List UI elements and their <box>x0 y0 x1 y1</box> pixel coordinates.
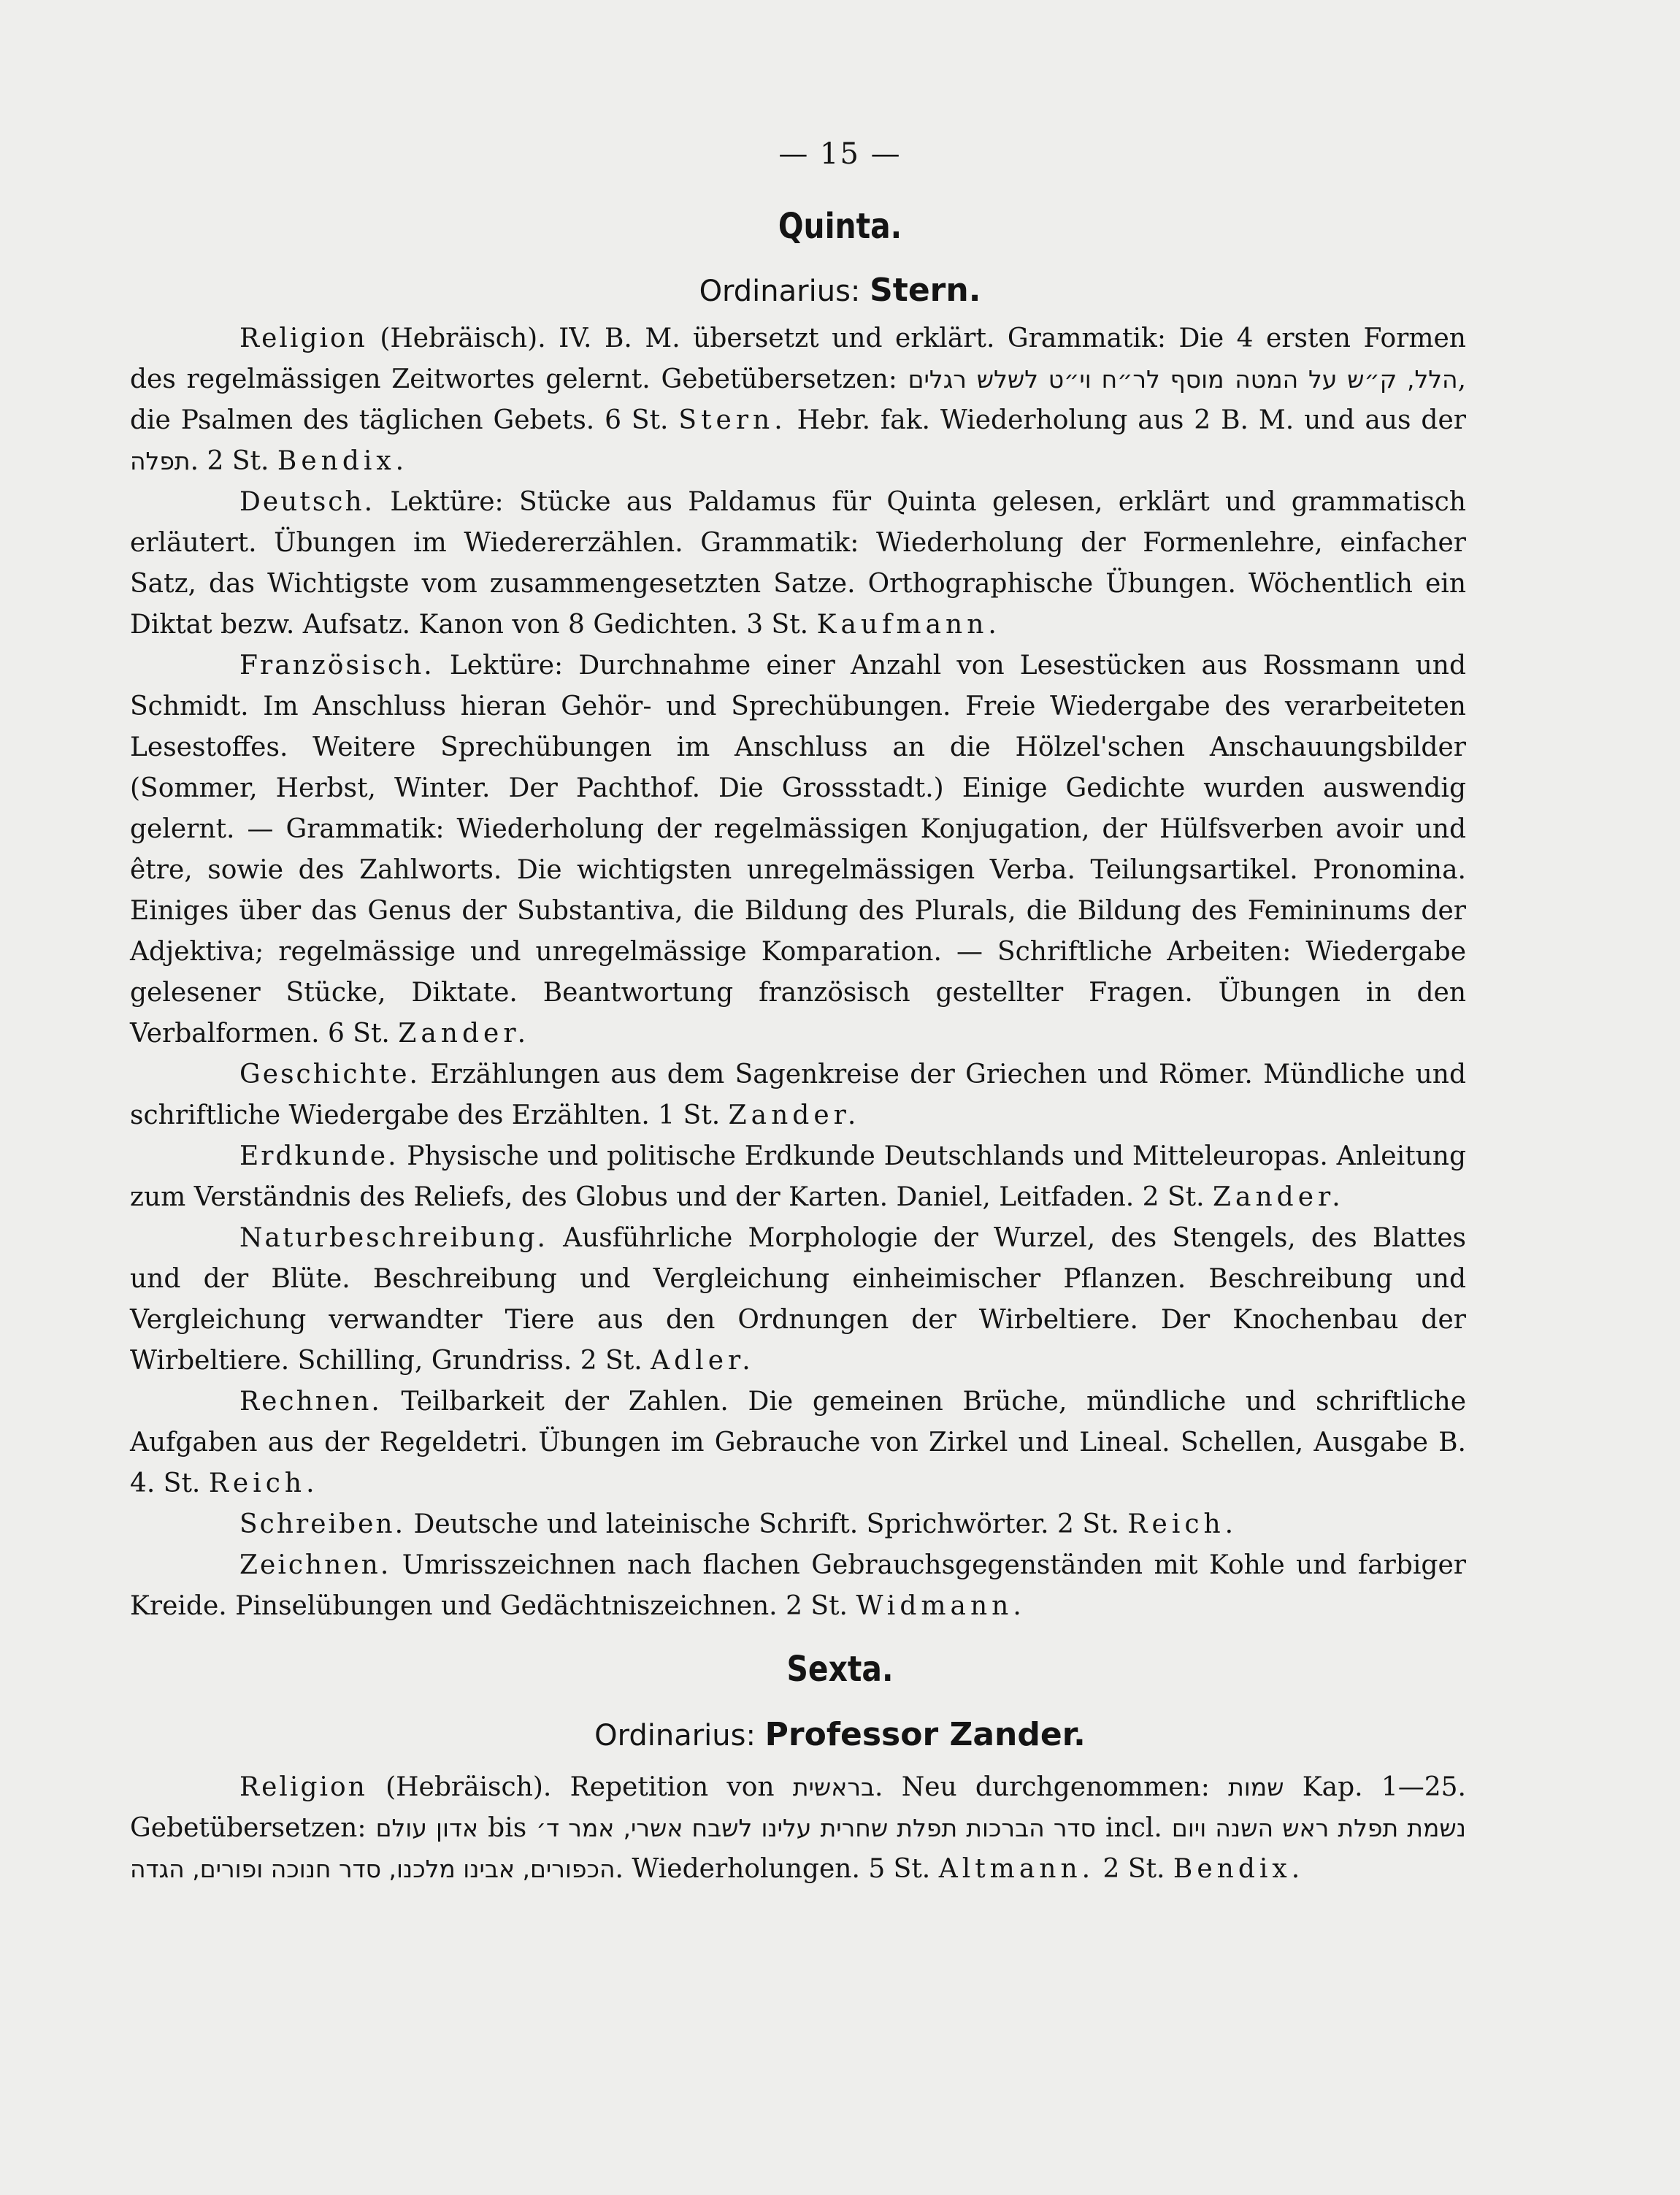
text-segment: (Hebräisch). Repetition von <box>367 1772 793 1802</box>
section-title-quinta: Quinta. <box>778 206 902 247</box>
teacher-name: Reich. <box>1127 1509 1238 1539</box>
ordinarius-quinta <box>0 272 1680 309</box>
paragraph-religion-sexta <box>130 1767 1466 1890</box>
hebrew-text: בראשית <box>792 1773 875 1801</box>
text-segment: incl. <box>1095 1813 1172 1843</box>
subject-erdkunde: Erdkunde. <box>239 1141 399 1171</box>
subject-franzoesisch: Französisch. <box>239 651 434 681</box>
text-segment: Physische und politische Erdkunde Deutschlands und Mitteleuropas. Anleitung zum Verständnis des Reliefs, des Globus und der Karten. Daniel, Leitfaden. 2 St. <box>130 1141 1466 1212</box>
text-segment: Hebr. fak. Wiederholung aus 2 B. M. und aus der <box>786 405 1466 435</box>
teacher-name: Altmann. <box>938 1854 1095 1884</box>
ordinarius-label: Ordinarius: <box>594 1719 756 1752</box>
teacher-name: Bendix. <box>277 446 409 476</box>
hebrew-text: נשמת תפלת ראש השנה ויום הכפורים, אבינו מלכנו, סדר חנוכה ופורים, הגדה <box>130 1814 1466 1883</box>
text-segment: . Neu durchgenommen: <box>875 1772 1229 1802</box>
page-number: — 15 — <box>778 137 902 171</box>
subject-schreiben: Schreiben. <box>239 1509 406 1539</box>
teacher-name: Kaufmann. <box>816 610 1001 640</box>
hebrew-text: תפלה <box>130 447 191 475</box>
teacher-name: Zander. <box>1213 1182 1345 1212</box>
text-segment: Ausführliche Morphologie der Wurzel, des Stengels, des Blattes und der Blüte. Beschreibung und Vergleichung einheimischer Pflanzen. Beschreibung und Vergleichung verwandter Tiere aus den Ordnungen der Wirbeltiere. Der Knochenbau der Wirbeltiere. Schilling, Grundriss. 2 St. <box>130 1223 1466 1376</box>
text-segment: Deutsche und lateinische Schrift. Sprichwörter. 2 St. <box>405 1509 1128 1539</box>
subject-rechnen: Rechnen. <box>239 1387 382 1417</box>
ordinarius-name: Professor Zander. <box>764 1716 1086 1753</box>
ordinarius-sexta <box>0 1716 1680 1753</box>
hebrew-text: שמות <box>1228 1773 1284 1801</box>
teacher-name: Zander. <box>728 1100 861 1130</box>
teacher-name: Bendix. <box>1173 1854 1305 1884</box>
hebrew-text: אדון עולם <box>375 1814 479 1842</box>
paragraph-geschichte <box>130 1054 1466 1136</box>
subject-deutsch: Deutsch. <box>239 487 375 517</box>
paragraph-religion <box>130 318 1466 482</box>
subject-religion: Religion <box>239 1772 367 1802</box>
teacher-name: Widmann. <box>856 1591 1026 1621</box>
subject-naturbeschreibung: Naturbeschreibung. <box>239 1223 548 1253</box>
paragraph-erdkunde <box>130 1136 1466 1218</box>
subject-religion: Religion <box>239 323 367 353</box>
text-segment: Lektüre: Durchnahme einer Anzahl von Lesestücken aus Rossmann und Schmidt. Im Anschluss hieran Gehör- und Sprechübungen. Freie Wiedergabe des verarbeiteten Lesestoffes. Weitere Sprechübungen im Anschluss an die Hölzel'schen Anschauungsbilder (Sommer, Herbst, Winter. Der Pachthof. Die Grossstadt.) Einige Gedichte wurden auswendig gelernt. — Grammatik: Wiederholung der regelmässigen Konjugation, der Hülfsverben avoir und être, sowie des Zahlworts. Die wichtigsten unregelmässigen Verba. Teilungsartikel. Pronomina. Einiges über das Genus der Substantiva, die Bildung des Plurals, die Bildung des Femininums der Adjektiva; regelmässige und unregelmässige Komparation. — Schriftliche Arbeiten: Wiedergabe gelesener Stücke, Diktate. Beantwortung französisch gestellter Fragen. Übungen in den Verbalformen. 6 St. <box>130 651 1466 1049</box>
text-segment: , die Psalmen des täglichen Gebets. 6 St. <box>130 364 1467 435</box>
text-segment: bis <box>478 1813 537 1843</box>
text-segment: 2 St. <box>1094 1854 1173 1884</box>
paragraph-deutsch <box>130 482 1466 646</box>
paragraph-naturbeschreibung <box>130 1218 1466 1382</box>
hebrew-text: הלל, ק״ש על המטה <box>1235 365 1458 394</box>
hebrew-text: סדר הברכות תפלת שחרית עלינו לשבח אשרי, אמר ד׳ <box>536 1814 1096 1842</box>
text-segment: Erzählungen aus dem Sagenkreise der Griechen und Römer. Mündliche und schriftliche Wiedergabe des Erzählten. 1 St. <box>130 1060 1466 1130</box>
ordinarius-name: Stern. <box>870 272 981 309</box>
quinta-curriculum <box>130 318 1466 1627</box>
teacher-name: Adler. <box>651 1346 755 1376</box>
text-segment: Kap. 1—25. Gebetübersetzen: <box>130 1772 1467 1843</box>
teacher-name: Reich. <box>208 1468 319 1498</box>
subject-geschichte: Geschichte. <box>239 1060 420 1089</box>
paragraph-schreiben <box>130 1504 1466 1545</box>
section-title-sexta: Sexta. <box>786 1649 894 1690</box>
ordinarius-label: Ordinarius: <box>699 275 861 308</box>
paragraph-rechnen <box>130 1382 1466 1504</box>
sexta-curriculum <box>130 1767 1466 1890</box>
text-segment <box>1224 364 1235 394</box>
text-segment: . Wiederholungen. 5 St. <box>615 1854 939 1884</box>
teacher-name: Stern. <box>678 405 787 435</box>
paragraph-zeichnen <box>130 1545 1466 1627</box>
text-segment: Umrisszeichnen nach flachen Gebrauchsgegenständen mit Kohle und farbiger Kreide. Pinselübungen und Gedächtniszeichnen. 2 St. <box>130 1550 1466 1621</box>
hebrew-text: מוסף לר״ח וי״ט לשלש רגלים <box>908 365 1224 394</box>
text-segment: . 2 St. <box>190 446 277 476</box>
text-segment: (Hebräisch). IV. B. M. übersetzt und erklärt. Grammatik: Die 4 ersten Formen des regelmässigen Zeitwortes gelernt. Gebetübersetzen: <box>130 323 1466 394</box>
text-segment: Lektüre: Stücke aus Paldamus für Quinta gelesen, erklärt und grammatisch erläutert. Übungen im Wiedererzählen. Grammatik: Wiederholung der Formenlehre, einfacher Satz, das Wichtigste vom zusammengesetzten Satze. Orthographische Übungen. Wöchentlich ein Diktat bezw. Aufsatz. Kanon von 8 Gedichten. 3 St. <box>130 487 1466 640</box>
text-segment: Teilbarkeit der Zahlen. Die gemeinen Brüche, mündliche und schriftliche Aufgaben aus der Regeldetri. Übungen im Gebrauche von Zirkel und Lineal. Schellen, Ausgabe B. 4. St. <box>130 1387 1466 1498</box>
subject-zeichnen: Zeichnen. <box>239 1550 391 1580</box>
teacher-name: Zander. <box>398 1019 531 1049</box>
paragraph-franzoesisch <box>130 646 1466 1054</box>
